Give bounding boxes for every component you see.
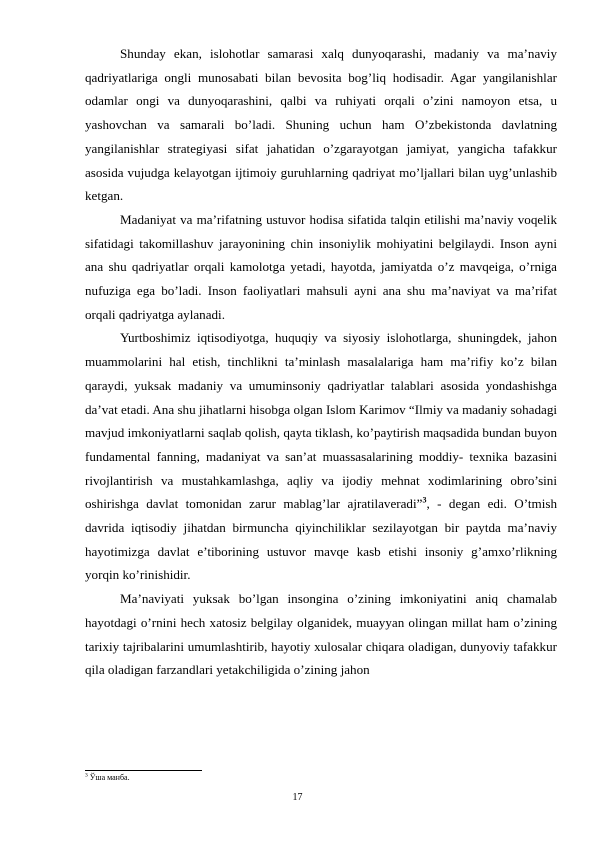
footnote-separator xyxy=(85,770,202,771)
footnote-text: Ўша манба. xyxy=(89,773,130,782)
paragraph-1: Shunday ekan, islohotlar samarasi xalq dunyoqarashi, madaniy va ma’naviy qadriyatlariga ongli munosabati bilan bevosita bog’liq hodisadir. Agar yangilanishlar odamlar ongi va dunyoqarashini, qalbi va ruhiyati orqali o’zini namoyon etsa, u yashovchan va samarali bo’ladi. Shuning uchun ham O’zbekistonda davlatning yangilanishlar strategiyasi sifat jahatidan o’zgarayotgan jamiyat, yangicha tafakkur asosida vujudga kelayotgan ijtimoiy guruhlarning qadriyat mo’ljallari bilan uyg’unlashib ketgan. xyxy=(85,46,557,204)
paragraph-3-text-a: Yurtboshimiz iqtisodiyotga, huquqiy va siyosiy islohotlarga, shuningdek, jahon muammolarini hal etish, tinchlikni ta’minlash masalalariga ham ma’rifiy ko’z bilan qaraydi, yuksak madaniy va umuminsoniy qadriyatlar talablari asosida yondashishga da’vat etadi. Ana shu jihatlarni hisobga olgan Islom Karimov “Ilmiy va madaniy sohadagi mavjud imkoniyatlarni saqlab qolish, qayta tiklash, ko’paytirish maqsadida bundan buyon fundamental fanning, madaniyat va san’at muassasalarining moddiy- texnika bazasini rivojlantirish va mustahkamlashga, aqliy va ijodiy mehnat xodimlarining obro’sini oshirishga davlat tomonidan zarur mablag’lar ajratilaveradi” xyxy=(85,330,557,512)
page-number: 17 xyxy=(292,792,303,803)
paragraph-2: Madaniyat va ma’rifatning ustuvor hodisa sifatida talqin etilishi ma’naviy voqelik sifatidagi takomillashuv jarayonining chin insoniylik mohiyatini belgilaydi. Inson ayni ana shu qadriyatlar orqali kamolotga yetadi, hayotda, jamiyatda o’z mavqeiga, o’rniga nufuziga ega bo’ladi. Inson faoliyatlari mahsuli ayni ana shu ma’naviyat va ma’rifat orqali qadriyatga aylanadi. xyxy=(85,211,557,322)
footnote-number: 3 xyxy=(85,772,88,779)
footnote xyxy=(85,773,130,783)
body-text xyxy=(85,42,557,682)
paragraph-3-text-b: , - degan edi. O’tmish davrida iqtisodiy jihatdan birmuncha qiyinchiliklar sezilayotgan bir paytda ma’naviy hayotimizga davlat e’tiborining ustuvor mavqe kasb etishi insoniy g’amxo’rlikning yorqin ko’rinishidir. xyxy=(85,496,557,583)
footnote-reference[interactable]: 3 xyxy=(422,496,427,505)
paragraph-4: Ma’naviyati yuksak bo’lgan insongina o’zining imkoniyatini aniq chamalab hayotdagi o’rnini hech xatosiz belgilay olganidek, muayyan olingan millat ham o’zining tarixiy tajribalarini umumlashtirib, hayotiy xulosalar chiqara oladigan, dunyoviy tafakkur qila oladigan farzandlari yetakchiligida o’zining jahon xyxy=(85,591,557,678)
paragraph-3 xyxy=(85,326,557,587)
